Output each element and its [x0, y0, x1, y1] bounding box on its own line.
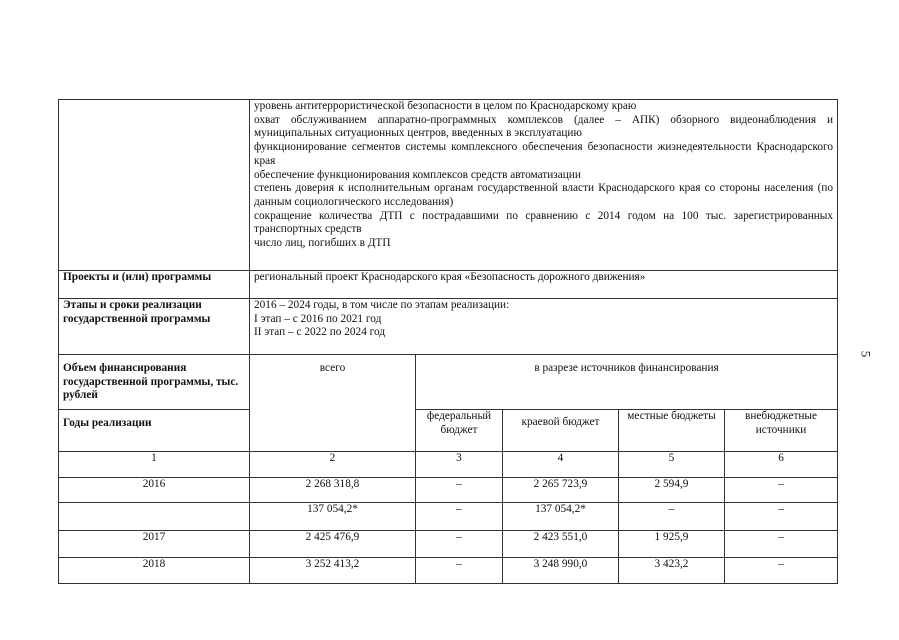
projects-row	[59, 271, 838, 299]
extra-header: внебюджетные источники	[725, 410, 838, 452]
years-label: Годы реализации	[59, 410, 250, 452]
federal-cell: –	[416, 558, 503, 584]
year-cell: 2016	[59, 478, 250, 503]
extra-cell: –	[725, 558, 838, 584]
year-cell	[59, 503, 250, 531]
local-cell: 2 594,9	[619, 478, 725, 503]
projects-value: региональный проект Краснодарского края «Безопасность дорожного движения»	[250, 271, 838, 299]
stages-cell	[250, 299, 838, 355]
extra-cell: –	[725, 503, 838, 531]
extra-cell: –	[725, 478, 838, 503]
regional-header: краевой бюджет	[503, 410, 619, 452]
federal-cell: –	[416, 531, 503, 558]
funding-label: Объем финансирования государственной программы, тыс. рублей	[59, 355, 250, 410]
projects-label: Проекты и (или) программы	[59, 271, 250, 299]
stage-line: 2016 – 2024 годы, в том числе по этапам реализации:	[254, 299, 510, 311]
sources-header: в разрезе источников финансирования	[416, 355, 838, 410]
stages-label: Этапы и сроки реализации государственной программы	[59, 299, 250, 355]
stage-line: I этап – с 2016 по 2021 год	[254, 312, 382, 325]
local-cell: –	[619, 503, 725, 531]
column-number: 6	[725, 452, 838, 478]
regional-cell: 3 248 990,0	[503, 558, 619, 584]
year-cell: 2018	[59, 558, 250, 584]
source-headers-row	[59, 410, 838, 452]
regional-cell: 2 423 551,0	[503, 531, 619, 558]
indicator-line: функционирование сегментов системы комплексного обеспечения безопасности жизнедеятельности Краснодарского края	[254, 141, 834, 167]
table-row	[59, 558, 838, 584]
column-number: 5	[619, 452, 725, 478]
table-row	[59, 478, 838, 503]
page-number: 5	[858, 350, 874, 358]
total-cell: 2 425 476,9	[250, 531, 416, 558]
column-number: 2	[250, 452, 416, 478]
total-cell: 2 268 318,8	[250, 478, 416, 503]
column-number: 1	[59, 452, 250, 478]
federal-cell: –	[416, 503, 503, 531]
stage-line: II этап – с 2022 по 2024 год	[254, 326, 386, 339]
regional-cell: 2 265 723,9	[503, 478, 619, 503]
extra-cell: –	[725, 531, 838, 558]
total-cell: 137 054,2*	[250, 503, 416, 531]
regional-cell: 137 054,2*	[503, 503, 619, 531]
column-numbers-row	[59, 452, 838, 478]
local-cell: 1 925,9	[619, 531, 725, 558]
column-number: 3	[416, 452, 503, 478]
indicators-label-cell	[59, 100, 250, 271]
total-cell: 3 252 413,2	[250, 558, 416, 584]
table-row	[59, 503, 838, 531]
funding-header-row	[59, 355, 838, 410]
total-header: всего	[250, 355, 416, 452]
indicators-row	[59, 100, 838, 271]
indicator-line: обеспечение функционирования комплексов средств автоматизации	[254, 168, 581, 181]
column-number: 4	[503, 452, 619, 478]
table-row	[59, 531, 838, 558]
federal-header: федеральный бюджет	[416, 410, 503, 452]
indicator-line: охват обслуживанием аппаратно-программных комплексов (далее – АПК) обзорного видеонаблюдения и муниципальных ситуационных центров, введенных в эксплуатацию	[254, 113, 834, 140]
program-passport-table	[58, 99, 838, 584]
indicator-line: уровень антитеррористической безопасности в целом по Краснодарскому краю	[254, 100, 637, 112]
indicator-line: степень доверия к исполнительным органам государственной власти Краснодарского края со стороны населения (по данным социологического исследования)	[254, 182, 834, 208]
indicators-cell	[250, 100, 838, 271]
year-cell: 2017	[59, 531, 250, 558]
indicator-line: сокращение количества ДТП с пострадавшими по сравнению с 2014 годом на 100 тыс. зарегистрированных транспортных средств	[254, 209, 834, 236]
federal-cell: –	[416, 478, 503, 503]
stages-row	[59, 299, 838, 355]
indicator-line: число лиц, погибших в ДТП	[254, 237, 391, 250]
local-cell: 3 423,2	[619, 558, 725, 584]
local-header: местные бюджеты	[619, 410, 725, 452]
